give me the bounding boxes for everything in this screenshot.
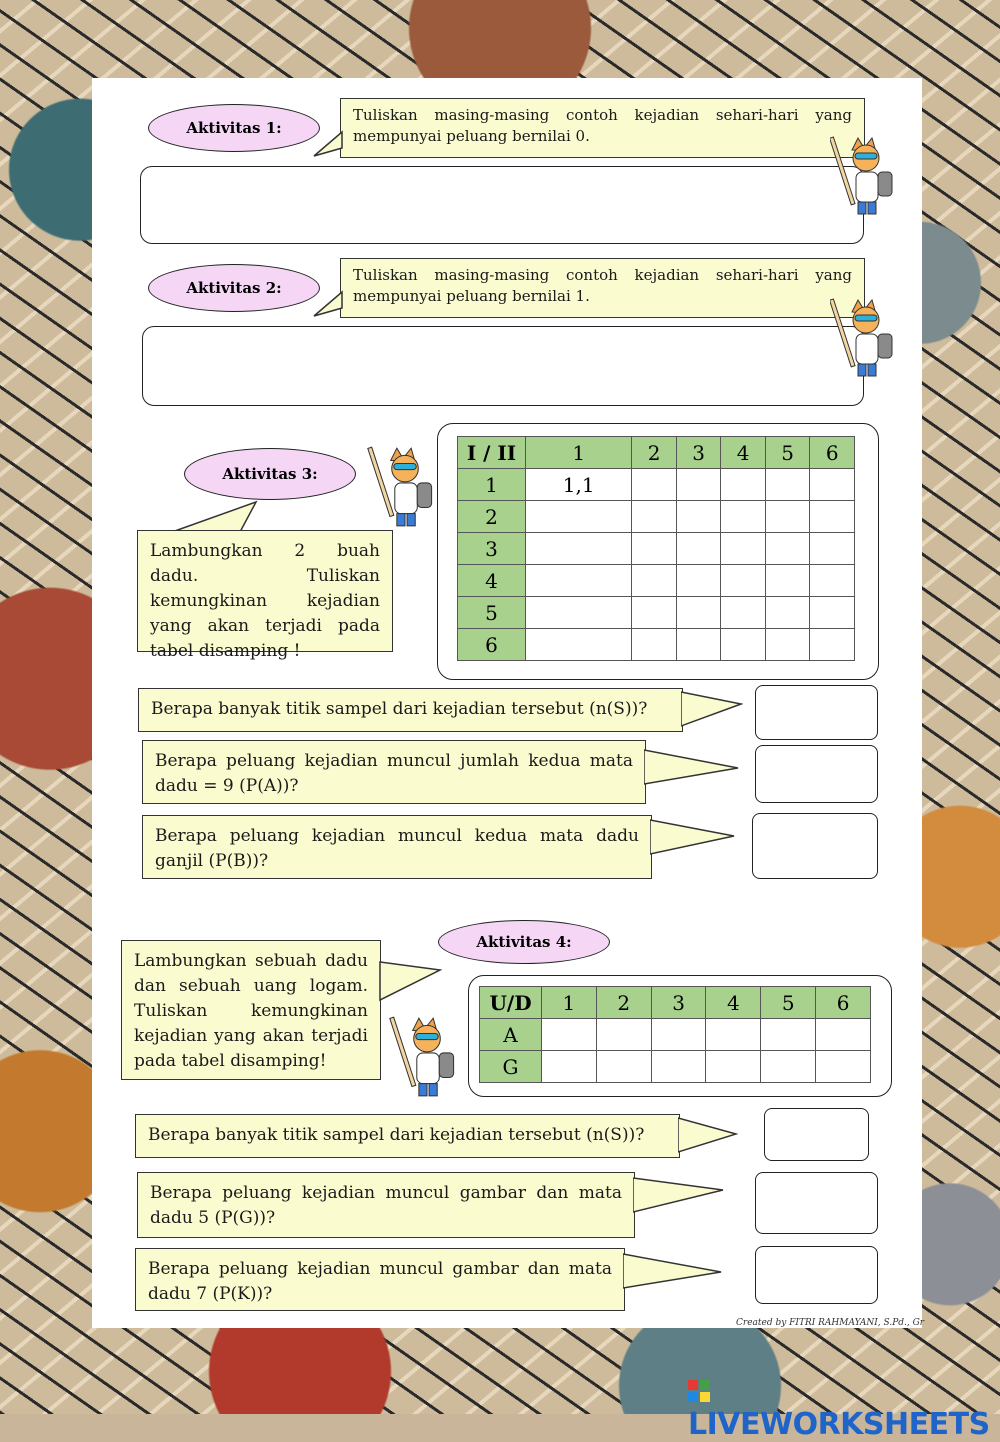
table-col-header: 4 bbox=[721, 437, 766, 469]
table-cell-input[interactable] bbox=[632, 597, 677, 629]
activity-1-label: Aktivitas 1: bbox=[148, 104, 320, 152]
speech-tail bbox=[681, 690, 743, 730]
table-col-header: 5 bbox=[761, 987, 816, 1019]
activity-3-answer-2[interactable] bbox=[755, 745, 878, 803]
activity-3-instruction-text: Lambungkan 2 buah dadu. Tuliskan kemungkinan kejadian yang akan terjadi pada tabel disamping ! bbox=[150, 541, 380, 661]
table-cell-input[interactable] bbox=[632, 469, 677, 501]
table-cell-input[interactable] bbox=[721, 629, 766, 661]
table-cell-input[interactable] bbox=[761, 1051, 816, 1083]
activity-4-question-3 bbox=[135, 1248, 625, 1311]
table-cell-input[interactable] bbox=[632, 565, 677, 597]
table-cell-input[interactable] bbox=[632, 629, 677, 661]
table-cell-input[interactable] bbox=[765, 597, 810, 629]
activity-4-answer-1[interactable] bbox=[764, 1108, 869, 1161]
activity-4-answer-2[interactable] bbox=[755, 1172, 878, 1234]
question-text: Berapa peluang kejadian muncul gambar dan mata dadu 7 (P(K))? bbox=[148, 1259, 612, 1304]
activity-3-question-2 bbox=[142, 740, 646, 804]
table-row-header: 1 bbox=[458, 469, 526, 501]
table-cell-input[interactable] bbox=[596, 1051, 651, 1083]
table-cell-input[interactable] bbox=[816, 1051, 871, 1083]
table-cell-example: 1,1 bbox=[526, 469, 632, 501]
activity-3-answer-3[interactable] bbox=[752, 813, 878, 879]
activity-3-question-3 bbox=[142, 815, 652, 879]
table-corner-header: I / II bbox=[458, 437, 526, 469]
table-col-header: 4 bbox=[706, 987, 761, 1019]
table-cell-input[interactable] bbox=[632, 501, 677, 533]
table-col-header: 6 bbox=[810, 437, 855, 469]
table-cell-input[interactable] bbox=[721, 469, 766, 501]
speech-tail bbox=[170, 500, 260, 534]
table-corner-header: U/D bbox=[480, 987, 542, 1019]
table-col-header: 2 bbox=[596, 987, 651, 1019]
activity-3-question-1 bbox=[138, 688, 683, 732]
table-row-header: A bbox=[480, 1019, 542, 1051]
table-col-header: 1 bbox=[526, 437, 632, 469]
table-col-header: 2 bbox=[632, 437, 677, 469]
table-cell-input[interactable] bbox=[542, 1051, 597, 1083]
activity-4-label: Aktivitas 4: bbox=[438, 920, 610, 964]
table-cell-input[interactable] bbox=[761, 1019, 816, 1051]
table-cell-input[interactable] bbox=[721, 501, 766, 533]
table-cell-input[interactable] bbox=[526, 597, 632, 629]
table-cell-input[interactable] bbox=[676, 533, 721, 565]
activity-3-instruction bbox=[137, 530, 393, 661]
activity-2-prompt-text: Tuliskan masing-masing contoh kejadian sehari-hari yang mempunyai peluang bernilai 1. bbox=[353, 266, 852, 305]
speech-tail bbox=[378, 960, 442, 1004]
table-cell-input[interactable] bbox=[810, 533, 855, 565]
table-row-header: 3 bbox=[458, 533, 526, 565]
activity-1-answer-field[interactable] bbox=[140, 166, 864, 244]
table-cell-input[interactable] bbox=[676, 501, 721, 533]
activity-2-answer-field[interactable] bbox=[142, 326, 864, 406]
table-cell-input[interactable] bbox=[810, 565, 855, 597]
table-cell-input[interactable] bbox=[596, 1019, 651, 1051]
table-cell-input[interactable] bbox=[676, 565, 721, 597]
activity-4-question-1 bbox=[135, 1114, 680, 1158]
table-cell-input[interactable] bbox=[526, 565, 632, 597]
question-text: Berapa banyak titik sampel dari kejadian tersebut (n(S))? bbox=[151, 699, 648, 719]
table-col-header: 6 bbox=[816, 987, 871, 1019]
cat-mascot-icon bbox=[830, 130, 900, 220]
activity-4-instruction bbox=[121, 940, 381, 1080]
activity-3-label: Aktivitas 3: bbox=[184, 448, 356, 500]
table-cell-input[interactable] bbox=[526, 501, 632, 533]
liveworksheets-mark-icon bbox=[688, 1380, 710, 1402]
question-text: Berapa peluang kejadian muncul kedua mata dadu ganjil (P(B))? bbox=[155, 826, 639, 871]
speech-tail bbox=[644, 748, 740, 788]
cat-mascot-icon bbox=[366, 440, 442, 532]
cat-mascot-icon bbox=[388, 1010, 464, 1102]
question-text: Berapa peluang kejadian muncul gambar dan mata dadu 5 (P(G))? bbox=[150, 1183, 622, 1228]
table-row-header: 6 bbox=[458, 629, 526, 661]
table-cell-input[interactable] bbox=[526, 533, 632, 565]
table-cell-input[interactable] bbox=[765, 565, 810, 597]
question-text: Berapa banyak titik sampel dari kejadian tersebut (n(S))? bbox=[148, 1125, 645, 1145]
cat-mascot-icon bbox=[830, 292, 900, 382]
author-credit: Created by FITRI RAHMAYANI, S.Pd., Gr bbox=[736, 1318, 925, 1328]
table-cell-input[interactable] bbox=[676, 597, 721, 629]
table-col-header: 1 bbox=[542, 987, 597, 1019]
speech-tail bbox=[623, 1252, 723, 1292]
question-text: Berapa peluang kejadian muncul jumlah kedua mata dadu = 9 (P(A))? bbox=[155, 751, 633, 796]
table-col-header: 5 bbox=[765, 437, 810, 469]
speech-tail bbox=[312, 130, 344, 160]
activity-4-sample-space-table bbox=[479, 986, 871, 1083]
table-cell-input[interactable] bbox=[676, 629, 721, 661]
table-cell-input[interactable] bbox=[816, 1019, 871, 1051]
speech-tail bbox=[650, 818, 736, 858]
table-cell-input[interactable] bbox=[765, 469, 810, 501]
table-cell-input[interactable] bbox=[706, 1051, 761, 1083]
table-cell-input[interactable] bbox=[765, 533, 810, 565]
table-cell-input[interactable] bbox=[651, 1019, 706, 1051]
activity-4-answer-3[interactable] bbox=[755, 1246, 878, 1304]
activity-2-label: Aktivitas 2: bbox=[148, 264, 320, 312]
activity-1-prompt-text: Tuliskan masing-masing contoh kejadian sehari-hari yang mempunyai peluang bernilai 0. bbox=[353, 106, 852, 145]
table-cell-input[interactable] bbox=[810, 501, 855, 533]
speech-tail bbox=[633, 1176, 725, 1216]
table-cell-input[interactable] bbox=[632, 533, 677, 565]
table-cell-input[interactable] bbox=[810, 469, 855, 501]
table-cell-input[interactable] bbox=[721, 565, 766, 597]
table-cell-input[interactable] bbox=[810, 629, 855, 661]
table-row-header: G bbox=[480, 1051, 542, 1083]
activity-1-prompt bbox=[340, 98, 865, 158]
table-cell-input[interactable] bbox=[765, 629, 810, 661]
speech-tail bbox=[678, 1116, 738, 1156]
liveworksheets-logo bbox=[688, 1372, 1000, 1442]
activity-4-question-2 bbox=[137, 1172, 635, 1238]
table-cell-input[interactable] bbox=[765, 501, 810, 533]
brand-name: LIVEWORKSHEETS bbox=[688, 1407, 990, 1442]
table-cell-input[interactable] bbox=[526, 629, 632, 661]
table-row-header: 4 bbox=[458, 565, 526, 597]
table-cell-input[interactable] bbox=[676, 469, 721, 501]
activity-3-answer-1[interactable] bbox=[755, 685, 878, 740]
table-row-header: 2 bbox=[458, 501, 526, 533]
activity-4-instruction-text: Lambungkan sebuah dadu dan sebuah uang logam. Tuliskan kemungkinan kejadian yang akan terjadi pada tabel disamping! bbox=[134, 951, 368, 1071]
table-cell-input[interactable] bbox=[651, 1051, 706, 1083]
table-col-header: 3 bbox=[651, 987, 706, 1019]
speech-tail bbox=[312, 290, 344, 320]
activity-2-prompt bbox=[340, 258, 865, 318]
table-cell-input[interactable] bbox=[810, 597, 855, 629]
table-row-header: 5 bbox=[458, 597, 526, 629]
table-col-header: 3 bbox=[676, 437, 721, 469]
table-cell-input[interactable] bbox=[706, 1019, 761, 1051]
table-cell-input[interactable] bbox=[542, 1019, 597, 1051]
table-cell-input[interactable] bbox=[721, 533, 766, 565]
activity-3-sample-space-table bbox=[457, 436, 855, 661]
table-cell-input[interactable] bbox=[721, 597, 766, 629]
